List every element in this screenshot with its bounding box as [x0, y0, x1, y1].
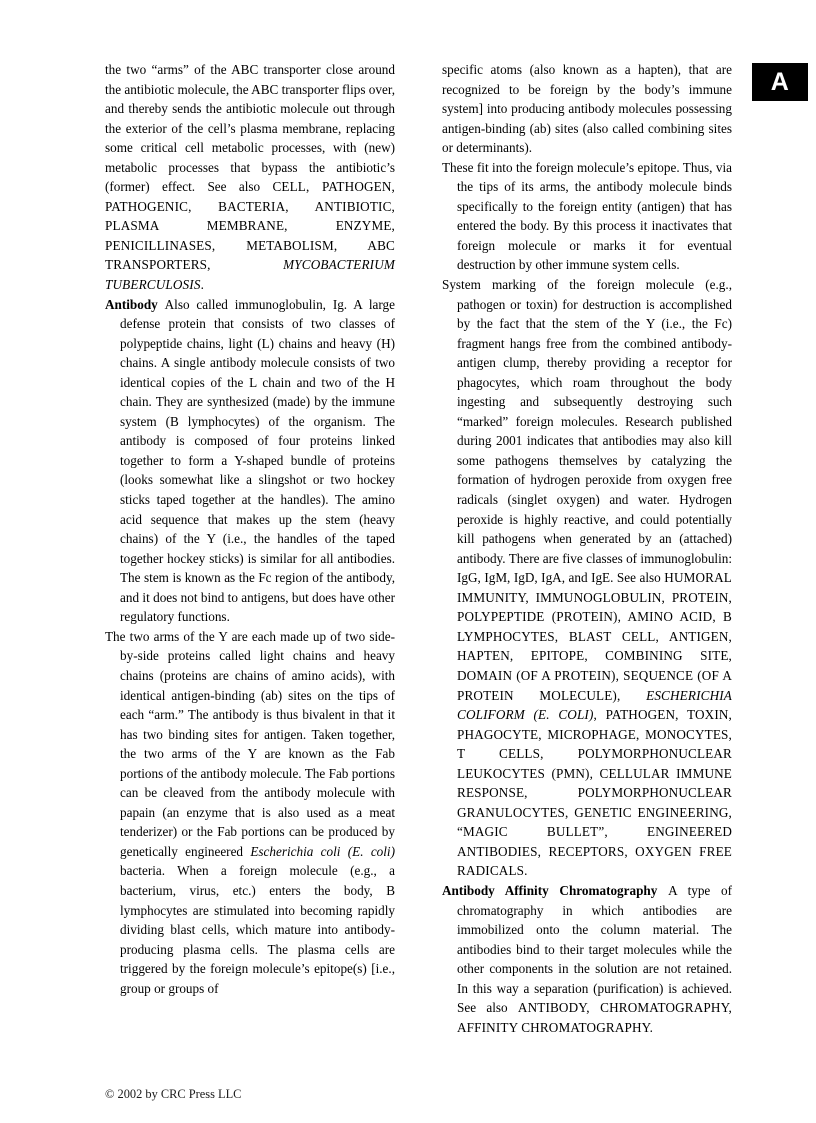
cross-reference-italic: ESCHERICHIA COLIFORM (E. COLI)	[457, 687, 732, 723]
cross-reference-list-part-1: HUMORAL IMMUNITY, IMMUNOGLOBULIN, PROTEIN, POLYPEPTIDE (PROTEIN), AMINO ACID, B LYMPHOCYTES, BLAST CELL, ANTIGEN, HAPTEN, EPITOPE, COMBINING SITE, DOMAIN (OF A PROTEIN), SEQUENCE (OF A PROTEIN MOLECULE),	[457, 570, 732, 703]
two-column-body	[105, 60, 732, 1060]
thumb-tab-letter: A	[770, 67, 790, 96]
page-footer-copyright	[105, 1087, 241, 1102]
entry-definition-text: Also called immunoglobulin, Ig. A large defense protein that consists of two classes of polypeptide chains, light (L) chains and heavy (H) chains. A single antibody molecule consists of two identical copies of the L chain and two of the H chain. They are synthesized (made) by the immune system (B lymphocytes) of the organism. The antibody is composed of four proteins linked together to form a Y-shaped bundle of proteins (looks somewhat like a slingshot or two hockey sticks taped together at the handles). The amino acid sequence that makes up the stem (heavy chains) of the Y (i.e., the handles of the taped together hockey sticks) is similar for all antibodies. The stem is known as the Fc region of the antibody, and it does not bind to antigens, but does have other regulatory functions.	[120, 296, 395, 625]
paragraph-epitope-fit	[442, 158, 732, 275]
species-name-italic: Escherichia coli (E. coli)	[250, 843, 395, 859]
paragraph-antibody-continued	[442, 60, 732, 158]
paragraph-text: System marking of the foreign molecule (e.g., pathogen or toxin) for destruction is accomplished by the fact that the stem of the Y (i.e., the Fc) fragment hangs free from the combined antibody-antigen clump, thereby providing a receptor for phagocytes, which roam throughout the body ingesting and subsequently destroying such “marked” foreign molecules. Research published during 2001 indicates that antibodies may also kill some pathogens themselves by catalyzing the formation of hydrogen peroxide from oxygen free radicals (singlet oxygen) and water. Hydrogen peroxide is highly reactive, and could potentially kill pathogens when generated by an (attached) antibody. There are five classes of immunoglobulin: IgG, IgM, IgD, IgA, and IgE. See also	[442, 277, 732, 586]
entry-headword-antibody: Antibody	[105, 296, 158, 312]
alphabet-thumb-tab-a	[752, 63, 808, 101]
paragraph-text-part-2: bacteria. When a foreign molecule (e.g., a bacterium, virus, etc.) enters the body, B lymphocytes are stimulated into becoming rapidly dividing blast cells, which mature into antibody-producing plasma cells. The plasma cells are triggered by the foreign molecule’s epitope(s) [i.e., group or groups of	[120, 863, 395, 996]
paragraph-text: specific atoms (also known as a hapten), that are recognized to be foreign by the body’s immune system] into producing antibody molecules possessing antigen-binding (ab) sites (also called combining sites or determinants).	[442, 62, 732, 156]
copyright-text: © 2002 by CRC Press LLC	[105, 1087, 242, 1101]
paragraph-text-part-1: The two arms of the Y are each made up of two side-by-side proteins called light chains and heavy chains (proteins are chains of amino acids), with identical antigen-binding (ab) sites on the tips of each “arm.” The antibody is thus bivalent in that it has two binding sites for antigen. Taken together, the two arms of the Y are known as the Fab portions of the antibody molecule. The Fab portions can be cleaved from the antibody molecule with papain (an enzyme that is also used as a meat tenderizer) or the Fab portions can be produced by genetically engineered	[105, 628, 395, 859]
entry-antibody	[105, 295, 395, 627]
paragraph-text: These fit into the foreign molecule’s epitope. Thus, via the tips of its arms, the antibody molecule binds specifically to the foreign entity (antigen) that has entered the body. By this process it inactivates that foreign molecule or marks it for eventual destruction by other immune system cells.	[442, 159, 732, 273]
paragraph-text: the two “arms” of the ABC transporter close around the antibiotic molecule, the ABC transporter flips over, and thereby sends the antibiotic molecule out through the exterior of the cell’s plasma membrane, replacing some critical cell metabolic processes, with (new) metabolic processes that bypass the antibiotic’s (former) effect. See also	[105, 62, 395, 195]
entry-antibody-affinity-chromatography	[442, 881, 732, 1037]
left-column	[105, 60, 395, 998]
right-column	[442, 60, 732, 1037]
entry-antibody-paragraph-2	[105, 627, 395, 998]
cross-reference-italic: MYCOBACTERIUM TUBERCULOSIS	[105, 257, 395, 293]
cross-reference-list-part-2: , PATHOGEN, TOXIN, PHAGOCYTE, MICROPHAGE, MONOCYTES, T CELLS, POLYMORPHONUCLEAR LEUKOCYTES (PMN), CELLULAR IMMUNE RESPONSE, POLYMORPHONUCLEAR GRANULOCYTES, GENETIC ENGINEERING, “MAGIC BULLET”, ENGINEERED ANTIBODIES, RECEPTORS, OXYGEN FREE RADICALS.	[457, 707, 732, 879]
paragraph-system-marking	[442, 275, 732, 881]
cross-reference-list: ANTIBODY, CHROMATOGRAPHY, AFFINITY CHROMATOGRAPHY.	[457, 1000, 732, 1035]
paragraph-abc-transporter-continued	[105, 60, 395, 295]
cross-reference-list: CELL, PATHOGEN, PATHOGENIC, BACTERIA, ANTIBIOTIC, PLASMA MEMBRANE, ENZYME, PENICILLINASES, METABOLISM, ABC TRANSPORTERS,	[105, 179, 395, 273]
cross-reference-terminator: .	[200, 277, 205, 293]
entry-definition-text: A type of chromatography in which antibodies are immobilized onto the column material. The antibodies bind to their target molecules while the other components in the solution are not retained. In this way a separation (purification) is achieved. See also	[457, 882, 732, 1016]
entry-headword-antibody-affinity-chromatography: Antibody Affinity Chromatography	[442, 882, 658, 898]
